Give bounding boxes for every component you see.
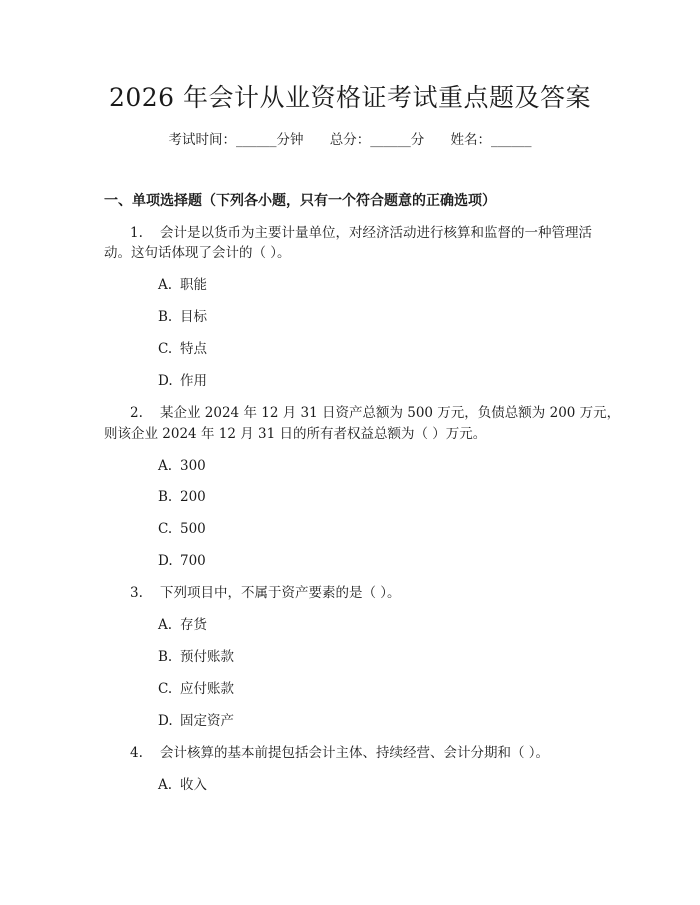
question-3-option-d (158, 711, 234, 731)
option-letter: C. (158, 521, 173, 537)
option-text: 700 (180, 553, 206, 569)
exam-meta-line (0, 129, 700, 151)
question-3-option-c (158, 679, 234, 699)
question-1-option-b (158, 307, 207, 327)
option-text: 存货 (180, 617, 207, 633)
question-2 (104, 403, 620, 423)
question-text: 下列项目中，不属于资产要素的是（ ）。 (160, 585, 401, 601)
option-text: 特点 (180, 341, 207, 357)
option-letter: B. (158, 309, 173, 325)
question-2-option-d (158, 551, 206, 571)
option-text: 应付账款 (180, 681, 234, 697)
option-text: 收入 (180, 777, 207, 793)
question-1-continuation: 动。这句话体现了会计的（ ）。 (104, 245, 291, 261)
option-text: 500 (180, 521, 206, 537)
question-number: 3. (130, 585, 143, 601)
name-field: 姓名：______ (450, 132, 532, 148)
option-letter: B. (158, 489, 173, 505)
total-score-field: 总分：______分 (329, 132, 425, 148)
option-letter: C. (158, 681, 173, 697)
option-letter: D. (158, 373, 173, 389)
option-letter: A. (158, 458, 173, 474)
exam-time-field: 考试时间：______分钟 (168, 132, 304, 148)
question-3-option-b (158, 647, 234, 667)
question-1-option-a (158, 275, 207, 295)
option-text: 预付账款 (180, 649, 234, 665)
option-letter: D. (158, 713, 173, 729)
option-text: 目标 (180, 309, 207, 325)
question-2-option-a (158, 456, 206, 476)
option-text: 200 (180, 489, 206, 505)
question-4 (104, 743, 549, 763)
option-letter: A. (158, 277, 173, 293)
question-4-option-a (158, 775, 207, 795)
question-2-option-b (158, 487, 206, 507)
option-letter: B. (158, 649, 173, 665)
option-text: 作用 (180, 373, 207, 389)
option-letter: A. (158, 777, 173, 793)
question-text: 某企业 2024 年 12 月 31 日资产总额为 500 万元，负债总额为 200 万元， (160, 405, 621, 421)
option-text: 职能 (180, 277, 207, 293)
option-letter: A. (158, 617, 173, 633)
question-text: 会计是以货币为主要计量单位，对经济活动进行核算和监督的一种管理活 (160, 225, 592, 241)
option-letter: C. (158, 341, 173, 357)
question-text: 会计核算的基本前提包括会计主体、持续经营、会计分期和（ ）。 (160, 745, 550, 761)
question-3-option-a (158, 615, 207, 635)
document-title: 2026 年会计从业资格证考试重点题及答案 (108, 83, 592, 112)
question-number: 2. (130, 405, 143, 421)
section-heading-single-choice: 一、单项选择题（下列各小题，只有一个符合题意的正确选项） (104, 193, 496, 209)
question-2-option-c (158, 519, 206, 539)
question-2-continuation: 则该企业 2024 年 12 月 31 日的所有者权益总额为（ ）万元。 (104, 426, 487, 442)
question-number: 4. (130, 745, 143, 761)
option-text: 固定资产 (180, 713, 234, 729)
option-text: 300 (180, 458, 206, 474)
question-3 (104, 583, 401, 603)
option-letter: D. (158, 553, 173, 569)
question-1 (104, 223, 592, 243)
question-1-option-d (158, 371, 207, 391)
question-1-option-c (158, 339, 207, 359)
question-number: 1. (130, 225, 143, 241)
